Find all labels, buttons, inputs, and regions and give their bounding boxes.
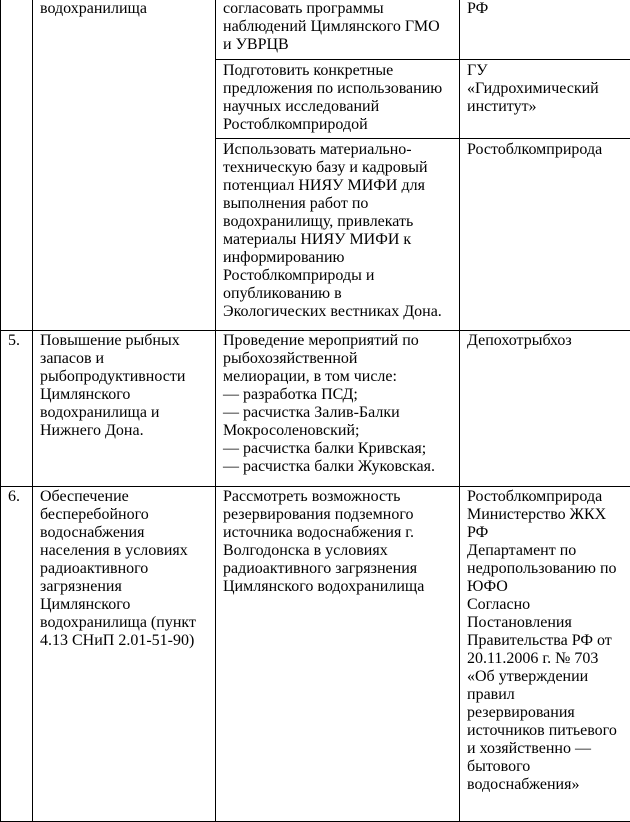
- table-row: [1, 487, 630, 822]
- problem-cell: водохранилища: [33, 0, 216, 331]
- executor-cell: Ростоблкомприрода: [460, 139, 630, 331]
- measure-cell: Использовать материально- техническую базу и кадровый потенциал НИЯУ МИФИ для выполнения работ по водохранилищу, привлекать материалы НИЯУ МИФИ к информированию Ростоблкомприроды и опубликованию в Экологических вестниках Дона.: [216, 139, 460, 331]
- measure-cell: Проведение мероприятий по рыбохозяйственной мелиорации, в том числе: — разработка ПСД; — расчистка Залив-Балки Мокросоленовский; — расчистка балки Кривская; — расчистка балки Жуковская.: [216, 331, 460, 487]
- row-number-cell: [1, 0, 33, 331]
- executor-cell: Депохотрыбхоз: [460, 331, 630, 487]
- row-number-cell: 5.: [1, 331, 33, 487]
- measure-cell: Подготовить конкретные предложения по использованию научных исследований Ростоблкомприродой: [216, 60, 460, 139]
- row-number-cell: 6.: [1, 487, 33, 822]
- executor-cell: Ростоблкомприрода Министерство ЖКХ РФ Департамент по недропользованию по ЮФО Согласно Постановления Правительства РФ от 20.11.2006 г. № 703 «Об утверждении правил резервирования источников питьевого и хозяйственно — бытового водоснабжения»: [460, 487, 630, 822]
- table-row: [1, 331, 630, 487]
- problem-cell: Обеспечение бесперебойного водоснабжения населения в условиях радиоактивного загрязнения Цимлянского водохранилища (пункт 4.13 СНиП 2.01-51-90): [33, 487, 216, 822]
- measure-cell: согласовать программы наблюдений Цимлянского ГМО и УВРЦВ: [216, 0, 460, 60]
- executor-cell: РФ: [460, 0, 630, 60]
- problem-cell: Повышение рыбных запасов и рыбопродуктивности Цимлянского водохранилища и Нижнего Дона.: [33, 331, 216, 487]
- table-row: [1, 0, 630, 60]
- executor-cell: ГУ «Гидрохимический институт»: [460, 60, 630, 139]
- measure-cell: Рассмотреть возможность резервирования подземного источника водоснабжения г. Волгодонска в условиях радиоактивного загрязнения Цимлянского водохранилища: [216, 487, 460, 822]
